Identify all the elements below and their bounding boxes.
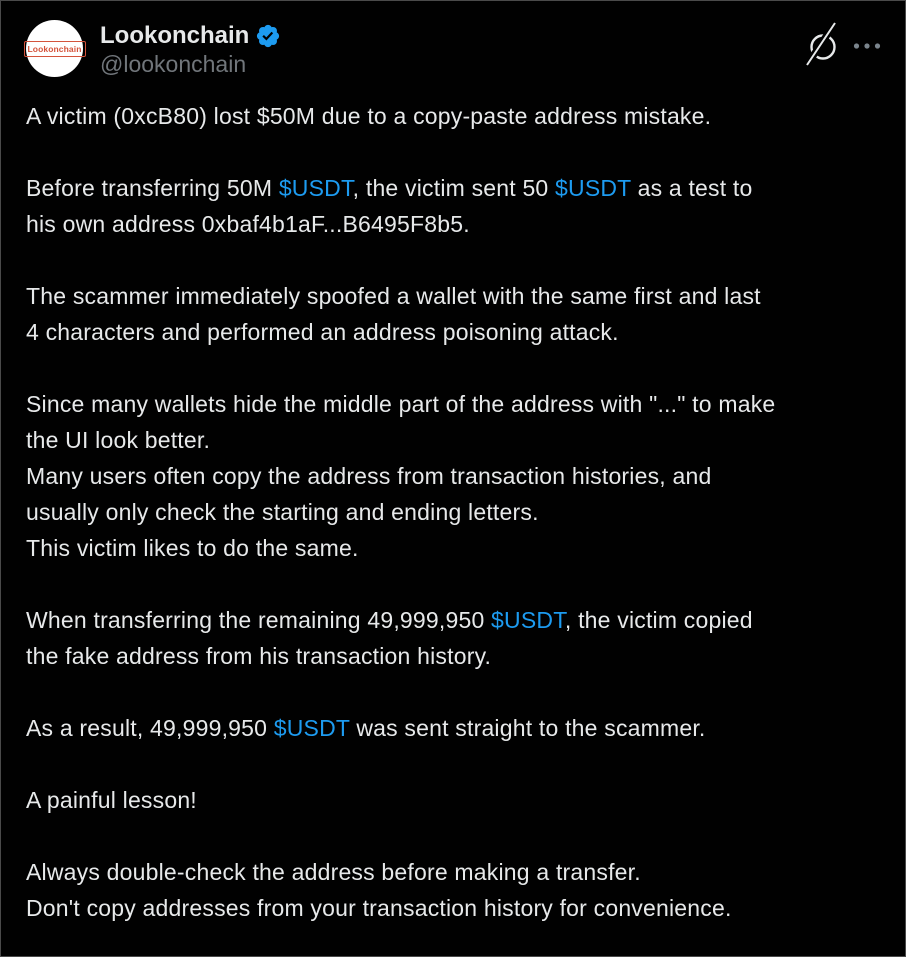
tweet-paragraph [26,386,881,566]
grok-icon[interactable] [804,20,838,66]
tweet-text-segment: , the victim sent 50 [352,175,556,201]
tweet-text [1,78,905,926]
tweet-text-segment: A victim (0xcB80) lost $50M due to a copy-paste address mistake. [26,103,712,129]
header-actions [804,20,881,66]
tweet-text-segment: Since many wallets hide the middle part of the address with "..." to make [26,391,776,417]
tweet-text-segment: This victim likes to do the same. [26,535,359,561]
cashtag-link[interactable]: $USDT [555,175,632,201]
tweet-text-segment: 4 characters and performed an address poisoning attack. [26,319,619,345]
tweet-text-segment: The scammer immediately spoofed a wallet with the same first and last [26,283,761,309]
tweet-text-segment: the fake address from his transaction history. [26,643,492,669]
user-handle[interactable]: @lookonchain [100,51,247,77]
tweet-text-segment: his own address 0xbaf4b1aF...B6495F8b5. [26,211,470,237]
tweet-text-segment: was sent straight to the scammer. [349,715,706,741]
more-icon[interactable] [853,42,881,50]
verified-badge-icon [255,23,281,49]
tweet-header [1,1,905,78]
tweet-paragraph [26,170,881,242]
tweet-paragraph [26,602,881,674]
tweet-paragraph [26,854,881,926]
tweet-text-segment: Many users often copy the address from transaction histories, and [26,463,712,489]
tweet-text-segment: usually only check the starting and ending letters. [26,499,539,525]
tweet-paragraph [26,278,881,350]
avatar[interactable] [26,20,83,77]
tweet-text-segment: Always double-check the address before making a transfer. [26,859,641,885]
cashtag-link[interactable]: $USDT [273,715,350,741]
name-row [100,21,281,50]
cashtag-link[interactable]: $USDT [491,607,565,633]
tweet-text-segment: As a result, 49,999,950 [26,715,274,741]
tweet-text-segment: as a test to [631,175,753,201]
tweet-paragraph [26,782,881,818]
tweet-text-segment: Before transferring 50M [26,175,279,201]
tweet-text-segment: Don't copy addresses from your transaction history for convenience. [26,895,732,921]
avatar-logo-text: Lookonchain [24,41,86,57]
tweet-text-segment: A painful lesson! [26,787,197,813]
display-name[interactable]: Lookonchain [100,22,250,49]
tweet-text-segment: the UI look better. [26,427,211,453]
tweet-paragraph [26,98,881,134]
author-block [100,20,281,78]
tweet-paragraph [26,710,881,746]
tweet-text-segment: , the victim copied [564,607,753,633]
cashtag-link[interactable]: $USDT [278,175,353,201]
tweet-text-segment: When transferring the remaining 49,999,950 [26,607,492,633]
